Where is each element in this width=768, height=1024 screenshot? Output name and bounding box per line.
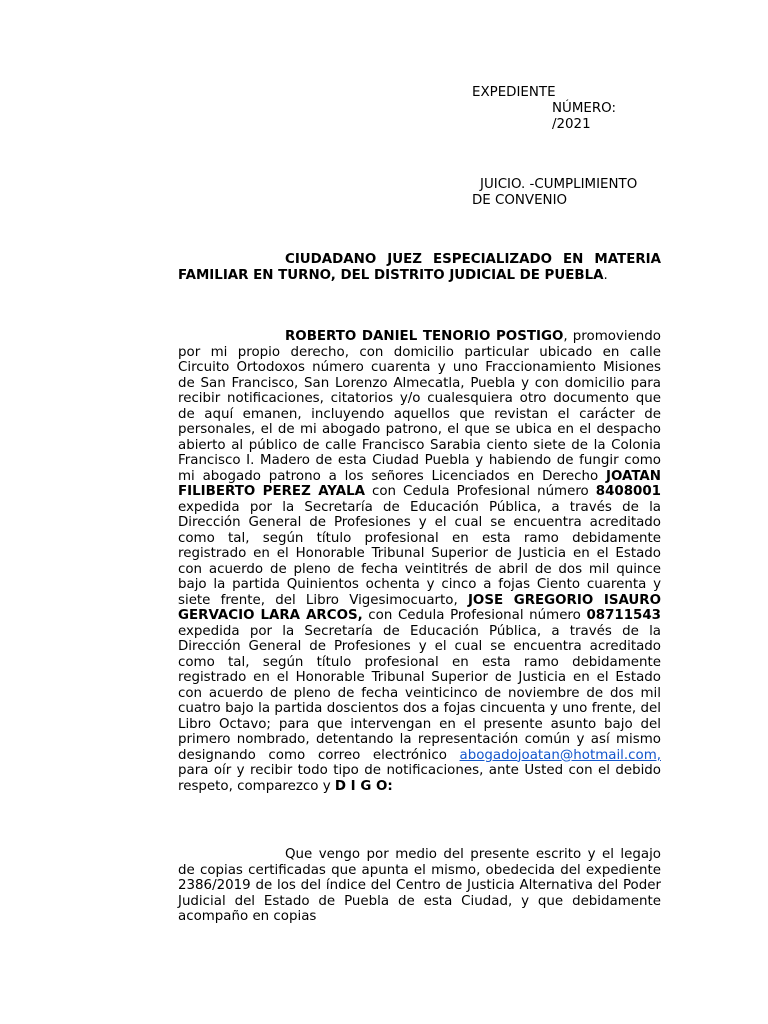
expediente-header bbox=[472, 85, 672, 133]
juicio-line-2: DE CONVENIO bbox=[472, 193, 568, 208]
request-paragraph bbox=[178, 847, 661, 925]
addressee-period: . bbox=[603, 267, 608, 283]
addressee-text: CIUDADANO JUEZ ESPECIALIZADO EN MATERIA FAMILIAR EN TURNO, DEL DISTRITO JUDICIAL DE PUEBLA bbox=[178, 252, 661, 283]
lawyer-2-name: JOSE GREGORIO ISAURO GERVACIO LARA ARCOS, bbox=[178, 592, 661, 623]
lawyer-2-cedula: 08711543 bbox=[586, 608, 661, 623]
juicio-line-1: JUICIO. -CUMPLIMIENTO bbox=[480, 177, 638, 192]
promovente-name: ROBERTO DANIEL TENORIO POSTIGO bbox=[285, 329, 564, 344]
party-text-6: para oír y recibir todo tipo de notificaciones, ante Usted con el debido respeto, comparezco y bbox=[178, 763, 661, 794]
lawyer-1-cedula: 8408001 bbox=[595, 484, 662, 499]
digo-heading: D I G O: bbox=[334, 778, 393, 794]
expediente-number-label: NÚMERO: bbox=[552, 101, 616, 116]
party-text-4: con Cedula Profesional número bbox=[362, 608, 587, 623]
party-text-1: , promoviendo por mi propio derecho, con domicilio particular ubicado en calle Circuito Ortodoxos número cuarenta y uno Fraccionamiento Misiones de San Francisco, San Lorenzo Almecatla, Puebla y con domicilio para recibir notificaciones, citatorios y/o cualesquiera otro documento que de aquí emanen, incluyendo aquellos que revistan el carácter de personales, el de mi abogado patrono, el que se ubica en el despacho abierto al público de calle Francisco Sarabia ciento siete de la Colonia Francisco I. Madero de esta Ciudad Puebla y habiendo de fungir como mi abogado patrono a los señores Licenciados en Derecho bbox=[178, 329, 661, 484]
expediente-year: /2021 bbox=[552, 117, 591, 132]
lawyer-1-name: JOATAN FILIBERTO PEREZ AYALA bbox=[178, 468, 661, 499]
party-paragraph bbox=[178, 329, 661, 794]
party-text-2: con Cedula Profesional número bbox=[364, 484, 596, 499]
addressee-paragraph bbox=[178, 252, 661, 283]
email-link[interactable]: abogadojoatan@hotmail.com, bbox=[459, 747, 661, 763]
expediente-label: EXPEDIENTE bbox=[472, 85, 556, 100]
request-text: Que vengo por medio del presente escrito y el legajo de copias certificadas que apunta el mismo, obedecida del expediente 2386/2019 de los del índice del Centro de Justicia Alternativa del Poder Judicial del Estado de Puebla de esta Ciudad, y que debidamente acompaño en copias bbox=[178, 847, 661, 924]
party-text-3: expedida por la Secretaría de Educación Pública, a través de la Dirección General de Profesiones y el cual se encuentra acreditado como tal, según título profesional en esta ramo debidamente registrado en el Honorable Tribunal Superior de Justicia en el Estado con acuerdo de pleno de fecha veintitrés de abril de dos mil quince bajo la partida Quinientos ochenta y cinco a fojas Ciento cuarenta y siete frente, del Libro Vigesimocuarto, bbox=[178, 499, 661, 608]
party-text-5: expedida por la Secretaría de Educación Pública, a través de la Dirección General de Profesiones y el cual se encuentra acreditado como tal, según título profesional en esta ramo debidamente registrado en el Honorable Tribunal Superior de Justicia en el Estado con acuerdo de pleno de fecha veinticinco de noviembre de dos mil cuatro bajo la partida doscientos dos a fojas cincuenta y uno frente, del Libro Octavo; para que intervengan en el presente asunto bajo del primero nombrado, detentando la representación común y así mismo designando como correo electrónico bbox=[178, 623, 661, 763]
juicio-header bbox=[472, 177, 692, 209]
